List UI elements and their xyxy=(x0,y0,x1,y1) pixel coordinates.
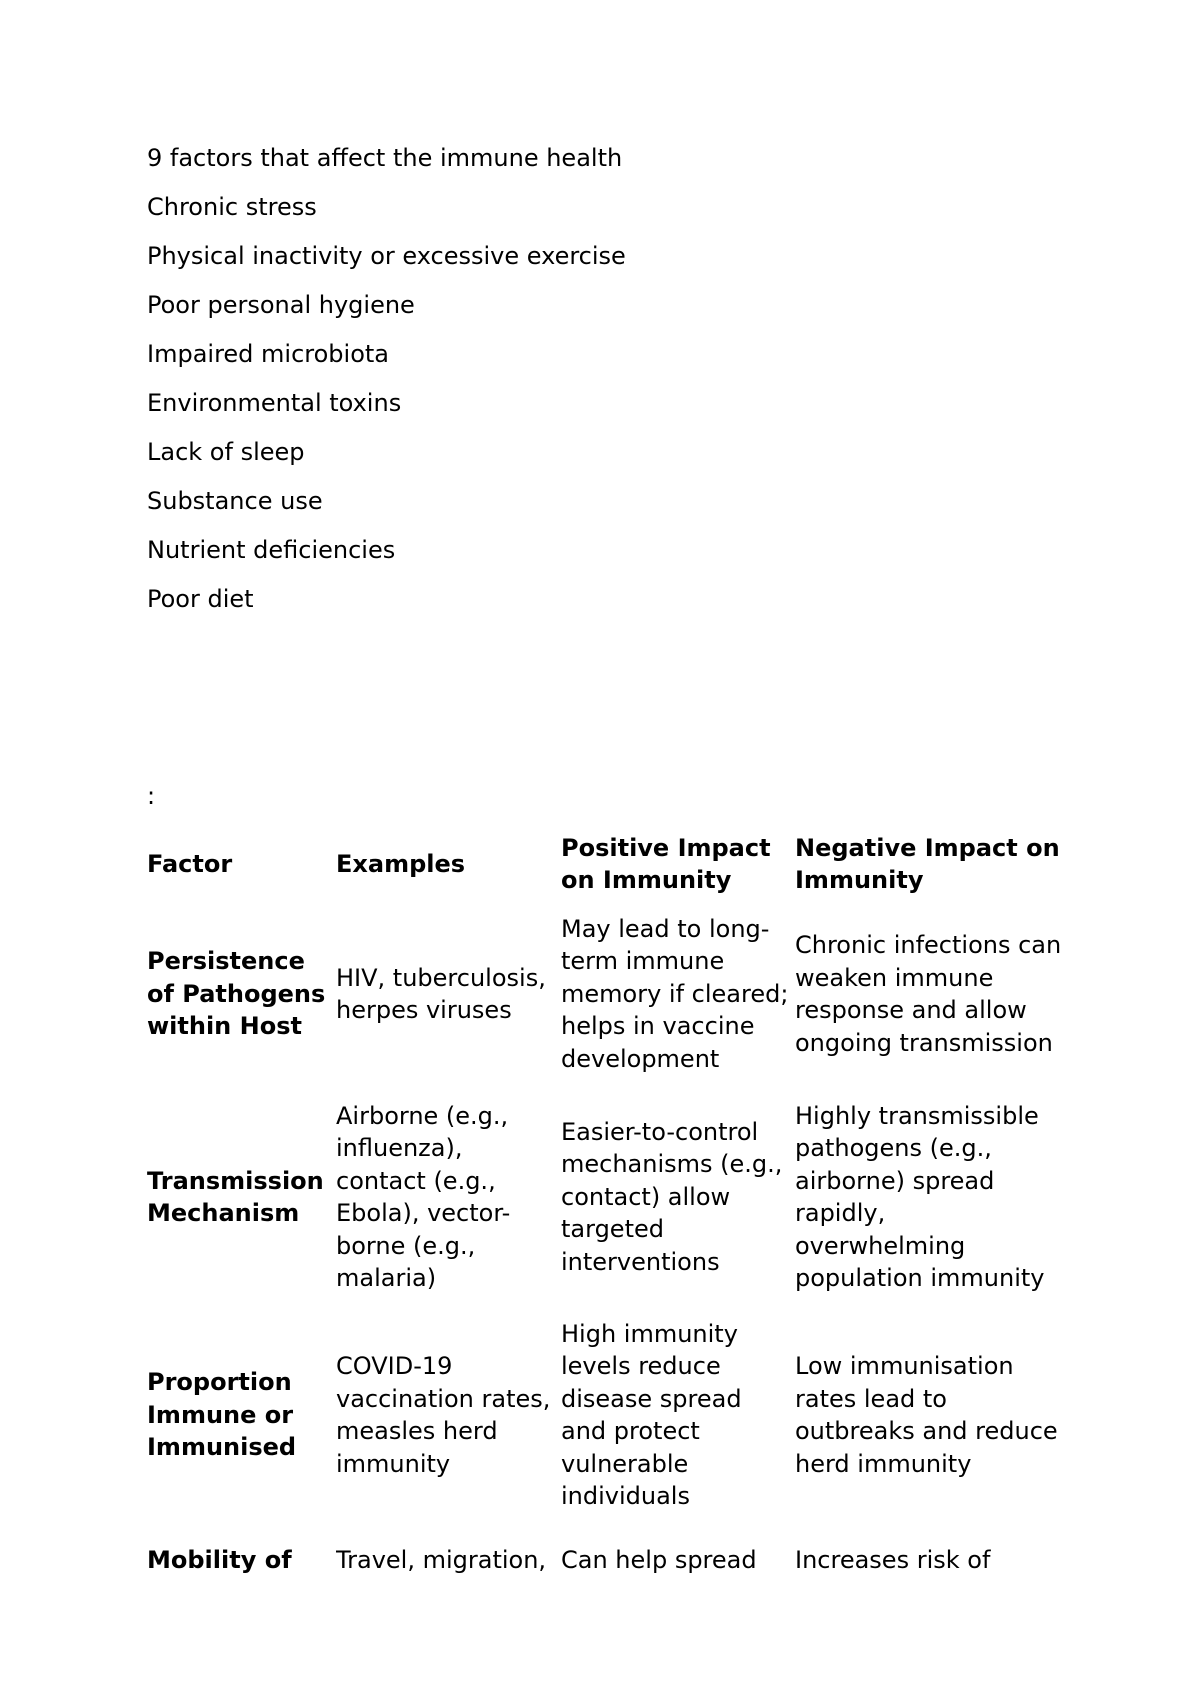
negative-impact-cell xyxy=(795,1521,1067,1585)
document-title: 9 factors that affect the immune health xyxy=(147,144,623,172)
factor-list-item: Poor diet xyxy=(147,585,254,613)
header-positive-impact: Positive Impact on Immunity xyxy=(561,833,771,894)
factor-list-item: Environmental toxins xyxy=(147,389,402,417)
examples-cell: Airborne (e.g., influenza), contact (e.g., Ebola), vector-borne (e.g., malaria) xyxy=(336,1101,511,1292)
positive-impact-cell: May lead to long-term immune memory if cleared; helps in vaccine development xyxy=(561,914,789,1073)
factor-list-item: Chronic stress xyxy=(147,193,317,221)
examples-cell: HIV, tuberculosis, herpes viruses xyxy=(336,963,546,1024)
factor-cell-text: Mobility of xyxy=(147,1546,292,1574)
factor-list xyxy=(147,192,626,633)
examples-cell: COVID-19 vaccination rates, measles herd immunity xyxy=(336,1352,551,1478)
table-row xyxy=(147,1309,1067,1521)
factor-list-item: Nutrient deficiencies xyxy=(147,536,396,564)
factor-list-item: Physical inactivity or excessive exercise xyxy=(147,242,626,270)
positive-impact-cell-text: Can help spread xyxy=(561,1546,757,1574)
factor-cell: Persistence of Pathogens within Host xyxy=(147,947,326,1041)
negative-impact-cell: Chronic infections can weaken immune response and allow ongoing transmission xyxy=(795,931,1062,1057)
factor-list-item: Impaired microbiota xyxy=(147,340,390,368)
negative-impact-cell: Highly transmissible pathogens (e.g., airborne) spread rapidly, overwhelming population immunity xyxy=(795,1101,1045,1292)
examples-cell-text: Travel, migration, xyxy=(336,1546,547,1574)
negative-impact-cell-text: Increases risk of xyxy=(795,1546,991,1574)
positive-impact-cell: Easier-to-control mechanisms (e.g., contact) allow targeted interventions xyxy=(561,1117,783,1276)
factor-list-item: Lack of sleep xyxy=(147,438,305,466)
header-examples: Examples xyxy=(336,849,466,878)
immunity-factors-table xyxy=(147,825,1067,1585)
table-row xyxy=(147,1521,1067,1585)
negative-impact-cell: Low immunisation rates lead to outbreaks and reduce herd immunity xyxy=(795,1352,1058,1478)
positive-impact-cell: High immunity levels reduce disease spread and protect vulnerable individuals xyxy=(561,1319,742,1510)
examples-cell xyxy=(336,1521,561,1585)
table-row xyxy=(147,1085,1067,1309)
header-factor: Factor xyxy=(147,849,233,878)
factor-cell: Proportion Immune or Immunised xyxy=(147,1368,297,1462)
positive-impact-cell xyxy=(561,1521,795,1585)
factor-list-item: Poor personal hygiene xyxy=(147,291,415,319)
table-row xyxy=(147,903,1067,1085)
table-header-row xyxy=(147,825,1067,903)
factor-cell xyxy=(147,1521,336,1585)
factor-cell: Transmission Mechanism xyxy=(147,1166,324,1227)
separator-colon: : xyxy=(147,782,156,810)
factor-list-item: Substance use xyxy=(147,487,323,515)
header-negative-impact: Negative Impact on Immunity xyxy=(795,833,1060,894)
